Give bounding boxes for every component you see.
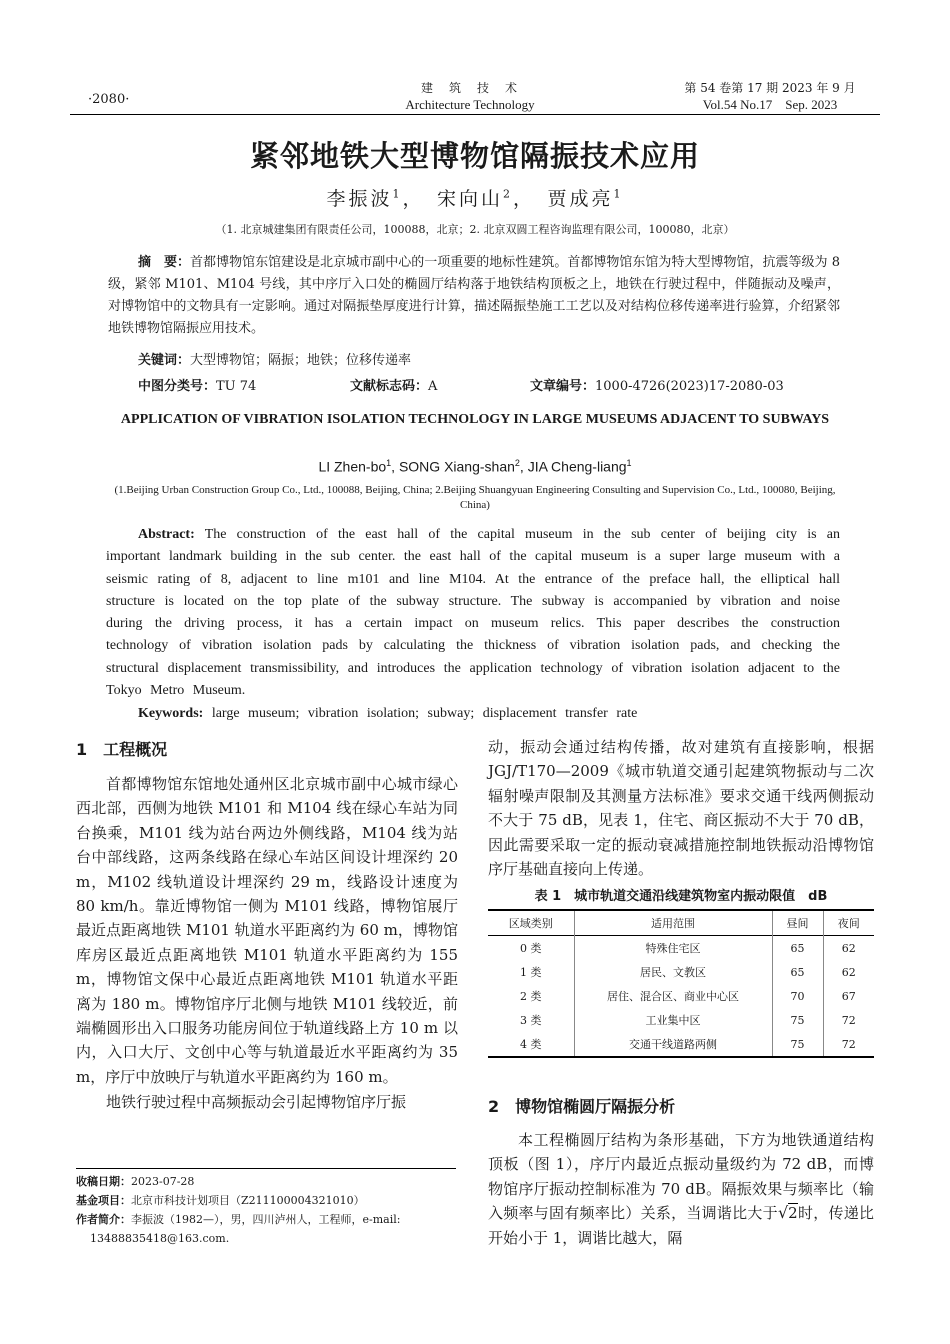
section-1-heading: 1 工程概况 (76, 740, 168, 759)
table-cell: 72 (841, 1013, 856, 1027)
author-1-en-affil: 1 (386, 458, 392, 468)
affiliations-en: (1.Beijing Urban Construction Group Co., Ltd., 100088, Beijing, China; 2.Beijing Shuangyuan Engineering Consulting and Supervision Co., Ltd., 100080, Beijing, China) (114, 484, 836, 511)
section-1-paragraph-1: 首都博物馆东馆地处通州区北京城市副中心城市绿心西北部，西侧为地铁 M101 和 M104 线在绿心车站为同台换乘，M101 线为站台两边外侧线路，M104 线为站台中部线路，这两条线路在绿心车站区间设计埋深约 20 m，M102 线轨道设计埋深约 29 m，线路设计速度为 80 km/h。靠近博物馆一侧为 M101 线路，博物馆展厅最近点距离地铁 M101 轨道水平距离约为 60 m，博物馆库房区最近点距离地铁 M101 轨道水平距离约为 155 m，博物馆文保中心最近点距离地铁 M101 轨道水平距离为 180 m。博物馆序厅北侧与地铁 M101 线较近，前端椭圆形出入口服务功能房间位于轨道线路上方 10 m 以内，入口大厅、文创中心等与轨道最近水平距离约为 35 m，序厅中放映厅与轨道水平距离约为 160 m。 (76, 775, 458, 1086)
keywords-en-text: large museum; vibration isolation; subway; displacement transfer rate (211, 706, 638, 721)
footnote-received (76, 1172, 458, 1191)
section-2-text-b: 时，传递比开始小于 1，调谐比越大，隔 (488, 1204, 874, 1247)
author-1-affil: 1 (392, 187, 403, 201)
sqrt-symbol: √ (777, 1203, 789, 1223)
abstract-cn-text: 首都博物馆东馆建设是北京城市副中心的一项重要的地标性建筑。首都博物馆东馆为特大型博物馆，抗震等级为 8 级，紧邻 M101、M104 号线，其中序厅入口处的椭圆厅结构落于地铁结构顶板之上，地铁在行驶过程中，伴随振动及噪声，对博物馆中的文物具有一定影响。通过对隔振垫厚度进行计算，描述隔振垫施工工艺以及对结构位移传递率进行验算，介绍紧邻地铁博物馆隔振应用技术。 (108, 255, 840, 336)
abstract-cn (108, 252, 840, 340)
doc-code-value: A (428, 379, 438, 394)
footnote-rule (76, 1168, 456, 1169)
author-bio-label: 作者简介： (76, 1213, 131, 1226)
author-list-en (0, 458, 950, 475)
table-header-cell: 昼间 (772, 910, 823, 936)
article-number-value: 1000-4726(2023)17-2080-03 (595, 379, 784, 394)
table-row (488, 1032, 874, 1057)
table-cell: 62 (841, 941, 856, 955)
abstract-en-text: The construction of the east hall of the capital museum in the sub center of beijing city is an important landmark building in the sub center. the east hall of the capital museum is a super large museum with a seismic rating of 8, adjacent to line m101 and line M104. At the entrance of the preface hall, the elliptical hall structure is located on the top plate of the subway structure. The subway is accompanied by vibration and noise during the driving process, it has a certain impact on museum relics. This paper describes the construction technology of vibration isolation pads by calculating the thickness of vibration isolation pads, and checking the structural displacement transmissibility, and introduces the application technology of vibration isolation adjacent to the Tokyo Metro Museum. (106, 527, 840, 699)
journal-name-en: Architecture Technology (405, 97, 535, 112)
table-cell: 65 (772, 960, 823, 984)
table-row (488, 936, 874, 961)
table-cell: 3 类 (488, 1008, 574, 1032)
table-cell: 交通干线道路两侧 (574, 1032, 772, 1057)
keywords-en (138, 703, 838, 725)
author-1-en: LI Zhen-bo (318, 458, 387, 475)
author-list: 李振波$^1$， 宋向山$^2$， 贾成亮$^1$ (326, 187, 624, 210)
author-2-en-affil: 2 (514, 458, 520, 468)
issue-info-en: Vol.54 No.17 Sep. 2023 (702, 97, 838, 112)
footnote-fund (76, 1191, 458, 1210)
table-cell: 75 (772, 1008, 823, 1032)
table-cell: 居住、混合区、商业中心区 (574, 984, 772, 1008)
section-2-heading: 2 博物馆椭圆厅隔振分析 (488, 1097, 676, 1116)
section-2-body (488, 1128, 874, 1250)
table-cell: 居民、文教区 (574, 960, 772, 984)
section-1-body (76, 772, 458, 1115)
keywords-cn-label: 关键词： (138, 353, 191, 368)
section-2-text-a: 本工程椭圆厅结构为条形基础，下方为地铁通道结构顶板（图 1），序厅内最近点振动量级约为 72 dB，而博物馆序厅振动控制标准为 70 dB。隔振效果与频率比（输入频率与固有频率比）关系，当调谐比大于 (488, 1131, 874, 1223)
table-cell: 67 (841, 989, 856, 1003)
table-header-cell: 区域类别 (488, 910, 574, 936)
abstract-en-label: Abstract: (138, 527, 195, 542)
journal-name-cn: 建 筑 技 术 (420, 81, 519, 95)
table-cell: 75 (772, 1032, 823, 1057)
table-cell: 4 类 (488, 1032, 574, 1057)
author-3-en: , JIA Cheng-liang (519, 458, 627, 475)
received-date: 2023-07-28 (131, 1175, 195, 1188)
author-3-en-affil: 1 (626, 458, 632, 468)
fund-label: 基金项目： (76, 1194, 131, 1207)
fund-text: 北京市科技计划项目（Z211100004321010） (131, 1194, 365, 1207)
footnotes (76, 1172, 458, 1248)
article-number-label: 文章编号： (530, 379, 596, 394)
keywords-cn (138, 350, 838, 372)
author-1: 李振波 (326, 188, 393, 210)
issue-info-cn: 第 54 卷第 17 期 2023 年 9 月 (684, 81, 856, 95)
table-cell: 72 (841, 1037, 856, 1051)
author-2-en: , SONG Xiang-shan (391, 458, 515, 475)
sqrt-radicand: 2 (788, 1204, 798, 1223)
table-cell: 70 (772, 984, 823, 1008)
paper-title-en: APPLICATION OF VIBRATION ISOLATION TECHNOLOGY IN LARGE MUSEUMS ADJACENT TO SUBWAYS (120, 412, 830, 427)
header-rule (70, 114, 880, 115)
table-header-row (488, 910, 874, 936)
author-3: 贾成亮 (547, 188, 614, 210)
table-header-cell: 夜间 (837, 917, 860, 930)
author-2-affil: 2 (503, 187, 513, 201)
table-1 (488, 909, 874, 1058)
author-bio-text: 李振波（1982—），男，四川泸州人，工程师，e-mail: (131, 1213, 401, 1226)
table-row (488, 960, 874, 984)
table-cell: 特殊住宅区 (574, 936, 772, 961)
table-row (488, 1008, 874, 1032)
table-cell: 工业集中区 (574, 1008, 772, 1032)
abstract-cn-label: 摘 要： (138, 255, 191, 270)
table-cell: 65 (772, 936, 823, 961)
section-1-continued: 动，振动会通过结构传播，故对建筑有直接影响，根据 JGJ/T170—2009《城市轨道交通引起建筑物振动与二次辐射噪声限制及其测量方法标准》要求交通干线两侧振动不大于 75 dB，见表 1，住宅、商区振动不大于 70 dB，因此需要采取一定的振动衰减措施控制地铁振动沿博物馆序厅基础直接向上传递。 (488, 738, 874, 879)
affiliations: （1. 北京城建集团有限责任公司，100088，北京；2. 北京双圆工程咨询监理有限公司，100080，北京） (215, 223, 735, 236)
clc-value: TU 74 (216, 379, 257, 394)
abstract-en (106, 524, 840, 702)
doc-code-label: 文献标志码： (350, 379, 429, 394)
page-number: ·2080· (88, 92, 130, 107)
table-header-cell: 适用范围 (574, 910, 772, 936)
footnote-author (76, 1210, 458, 1229)
keywords-en-label: Keywords: (138, 706, 204, 721)
paper-title: 紧邻地铁大型博物馆隔振技术应用 (249, 139, 700, 173)
table-cell: 62 (841, 965, 856, 979)
author-2: 宋向山 (436, 188, 503, 210)
footnote-email: 13488835418@163.com. (90, 1232, 230, 1245)
table-cell: 0 类 (488, 936, 574, 961)
keywords-cn-text: 大型博物馆；隔振；地铁；位移传递率 (190, 353, 412, 368)
author-3-affil: 1 (613, 187, 624, 201)
clc-label: 中图分类号： (138, 379, 217, 394)
table-cell: 2 类 (488, 984, 574, 1008)
section-1-paragraph-2: 地铁行驶过程中高频振动会引起博物馆序厅振 (106, 1093, 407, 1112)
table-1-caption: 表 1 城市轨道交通沿线建筑物室内振动限值 dB (534, 889, 828, 904)
article-number (530, 376, 850, 398)
clc-number (138, 376, 338, 398)
document-code (350, 376, 530, 398)
table-cell: 1 类 (488, 960, 574, 984)
section-2-paragraph-1 (488, 1128, 874, 1250)
table-row (488, 984, 874, 1008)
received-label: 收稿日期： (76, 1175, 131, 1188)
